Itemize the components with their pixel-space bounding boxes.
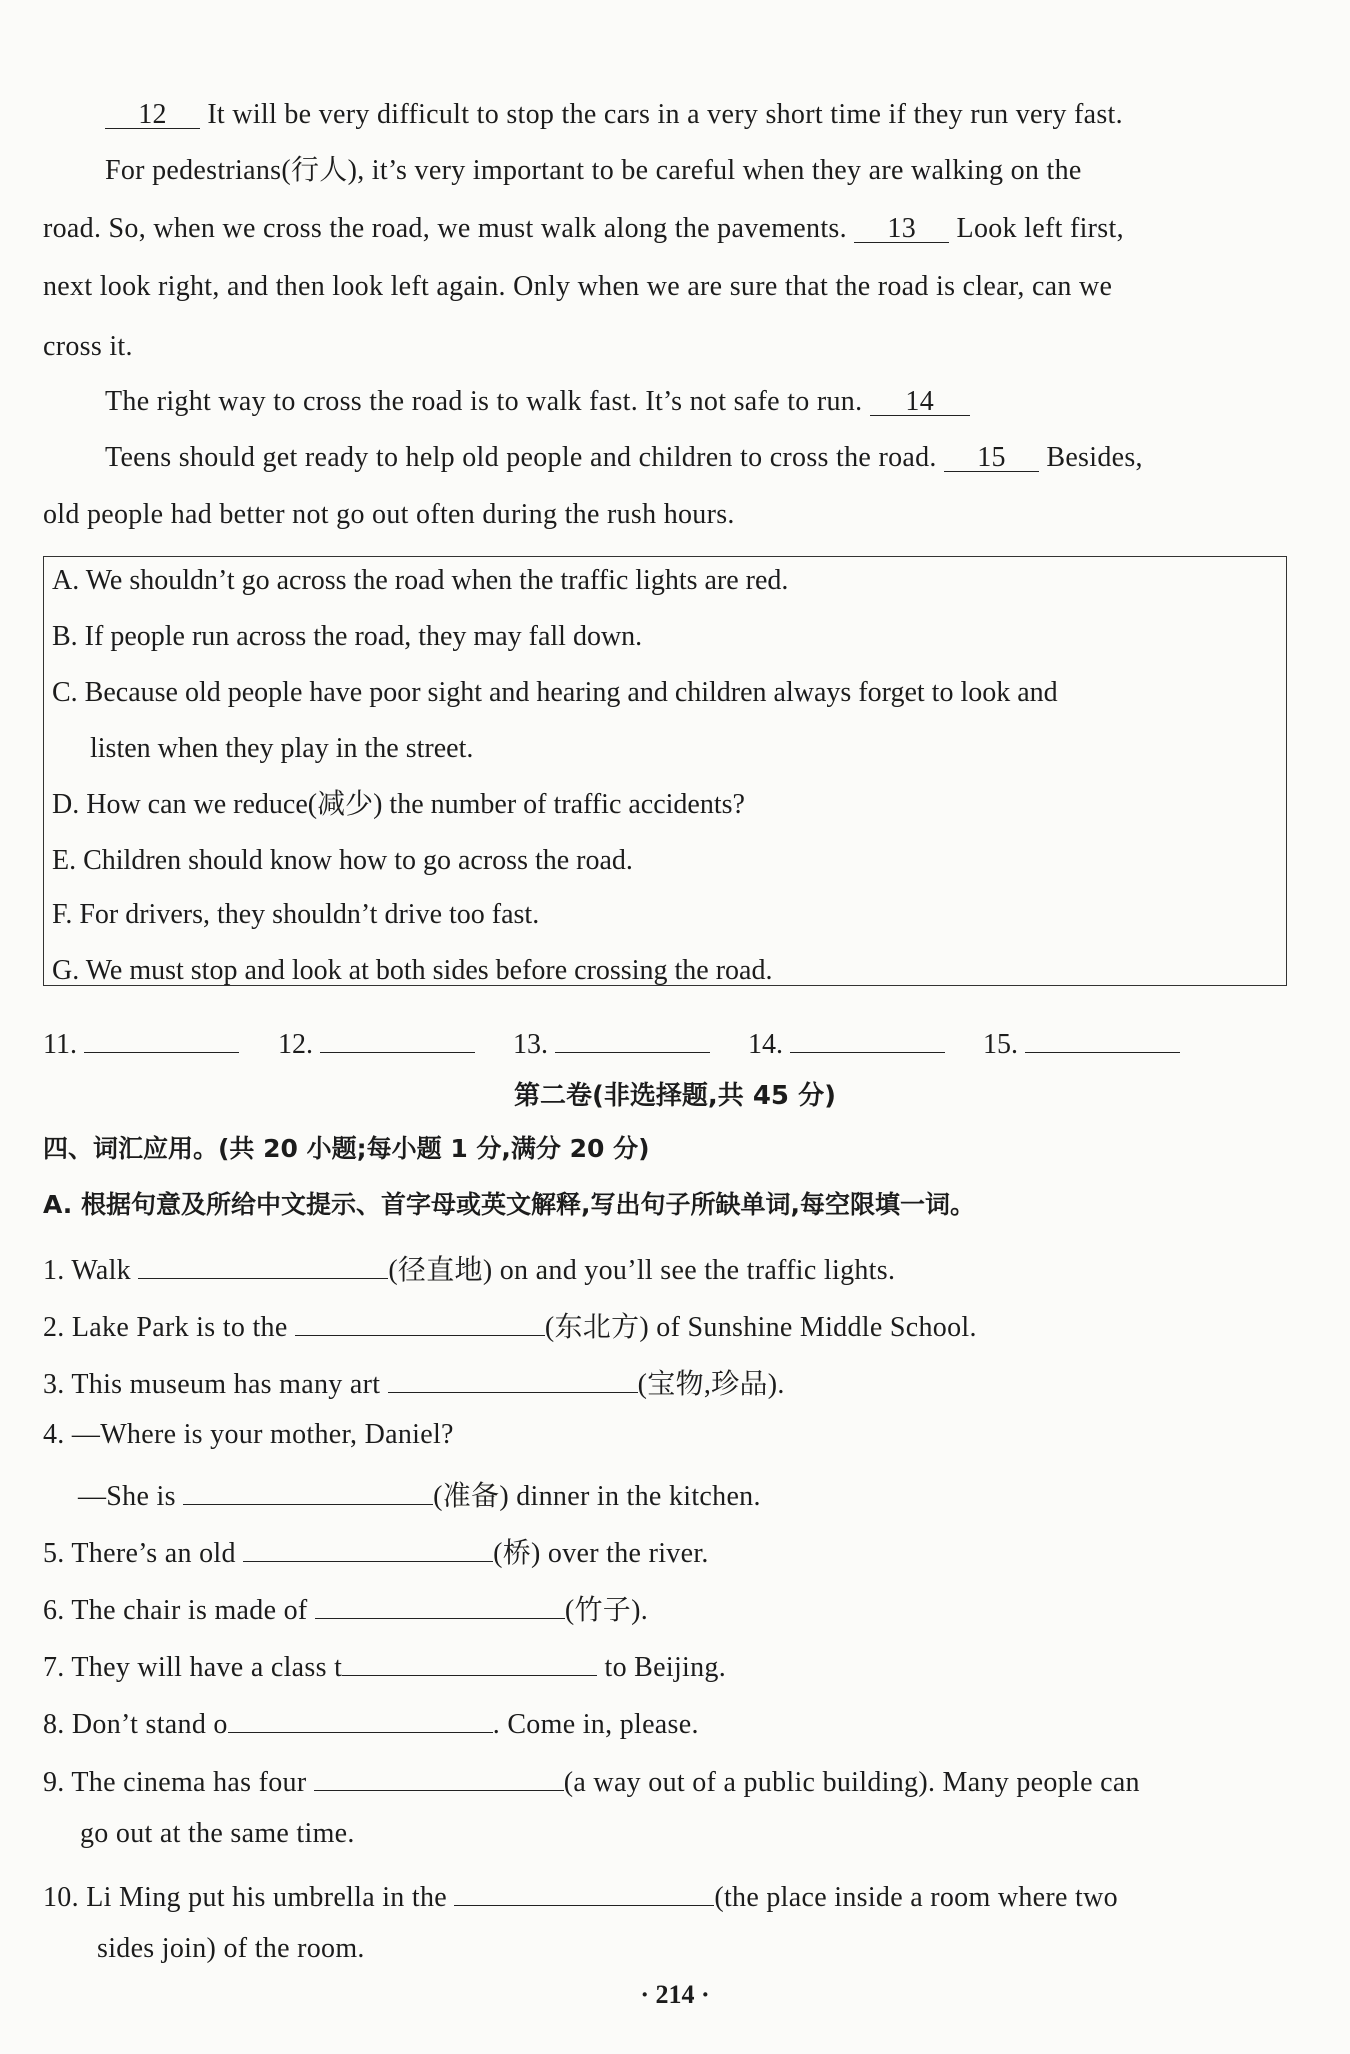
passage-line-2: For pedestrians(行人), it’s very important to be careful when they are walking on the bbox=[105, 155, 1082, 186]
vocab-q8: 8. Don’t stand o . Come in, please. bbox=[43, 1702, 1293, 1742]
option-e: E. Children should know how to go across the road. bbox=[52, 845, 633, 876]
option-c-line2: listen when they play in the street. bbox=[90, 733, 474, 764]
option-g: G. We must stop and look at both sides before crossing the road. bbox=[52, 955, 773, 986]
vocab-q6: 6. The chair is made of (竹子). bbox=[43, 1588, 1293, 1628]
option-d: D. How can we reduce(减少) the number of traffic accidents? bbox=[52, 789, 745, 820]
vocab-blank-2[interactable] bbox=[295, 1305, 545, 1336]
vocab-blank-9[interactable] bbox=[314, 1760, 564, 1791]
answer-blank[interactable] bbox=[555, 1022, 710, 1053]
vocab-blank-1[interactable] bbox=[138, 1248, 388, 1279]
blank-13[interactable]: 13 bbox=[854, 212, 949, 243]
part-a-heading: A. 根据句意及所给中文提示、首字母或英文解释,写出句子所缺单词,每空限填一词。 bbox=[43, 1190, 976, 1219]
vocab-q10-cont: sides join) of the room. bbox=[97, 1933, 365, 1964]
vocab-q3: 3. This museum has many art (宝物,珍品). bbox=[43, 1362, 1293, 1402]
passage-text: It will be very difficult to stop the cars in a very short time if they run very fast. bbox=[207, 99, 1123, 130]
passage-line-4: next look right, and then look left again. Only when we are sure that the road is clear, can we bbox=[43, 271, 1113, 302]
answer-12: 12. bbox=[278, 1022, 475, 1061]
passage-line-1 bbox=[43, 98, 1293, 132]
passage-line-3 bbox=[43, 212, 1293, 246]
answer-blank[interactable] bbox=[790, 1022, 945, 1053]
page-number: · 214 · bbox=[640, 1980, 710, 2009]
passage-text: Teens should get ready to help old people and children to cross the road. bbox=[105, 442, 937, 473]
answer-blank[interactable] bbox=[1025, 1022, 1180, 1053]
vocab-blank-8[interactable] bbox=[228, 1702, 493, 1733]
option-a: A. We shouldn’t go across the road when the traffic lights are red. bbox=[52, 565, 789, 596]
section-title: 第二卷(非选择题,共 45 分) bbox=[514, 1081, 836, 1111]
answer-13: 13. bbox=[513, 1022, 710, 1061]
passage-text: The right way to cross the road is to walk fast. It’s not safe to run. bbox=[105, 386, 863, 417]
answer-11: 11. bbox=[43, 1022, 239, 1061]
vocab-q4-question: 4. —Where is your mother, Daniel? bbox=[43, 1419, 454, 1450]
vocab-blank-3[interactable] bbox=[388, 1362, 638, 1393]
vocab-q7: 7. They will have a class t to Beijing. bbox=[43, 1645, 1293, 1685]
vocab-q2: 2. Lake Park is to the (东北方) of Sunshine Middle School. bbox=[43, 1305, 1293, 1345]
passage-line-6 bbox=[105, 385, 1350, 419]
vocab-blank-4[interactable] bbox=[183, 1474, 433, 1505]
vocab-q10: 10. Li Ming put his umbrella in the (the place inside a room where two bbox=[43, 1875, 1293, 1915]
vocab-blank-7[interactable] bbox=[342, 1645, 597, 1676]
vocab-q9: 9. The cinema has four (a way out of a public building). Many people can bbox=[43, 1760, 1293, 1800]
option-c-line1: C. Because old people have poor sight and hearing and children always forget to look and bbox=[52, 677, 1058, 708]
blank-12[interactable]: 12 bbox=[105, 98, 200, 129]
blank-14[interactable]: 14 bbox=[870, 385, 970, 416]
passage-text: Look left first, bbox=[956, 213, 1124, 244]
passage-line-7 bbox=[105, 441, 1350, 475]
vocab-blank-10[interactable] bbox=[454, 1875, 714, 1906]
vocab-q9-cont: go out at the same time. bbox=[80, 1818, 355, 1849]
option-b: B. If people run across the road, they may fall down. bbox=[52, 621, 643, 652]
option-f: F. For drivers, they shouldn’t drive too fast. bbox=[52, 899, 540, 930]
vocab-q5: 5. There’s an old (桥) over the river. bbox=[43, 1531, 1293, 1571]
answer-blank[interactable] bbox=[320, 1022, 475, 1053]
passage-line-8: old people had better not go out often during the rush hours. bbox=[43, 499, 735, 530]
passage-text: Besides, bbox=[1046, 442, 1143, 473]
part-four-heading: 四、词汇应用。(共 20 小题;每小题 1 分,满分 20 分) bbox=[43, 1134, 650, 1163]
passage-text: road. So, when we cross the road, we must walk along the pavements. bbox=[43, 213, 847, 244]
blank-15[interactable]: 15 bbox=[944, 441, 1039, 472]
vocab-q1: 1. Walk (径直地) on and you’ll see the traffic lights. bbox=[43, 1248, 1293, 1288]
passage-line-5: cross it. bbox=[43, 331, 133, 362]
answer-15: 15. bbox=[983, 1022, 1180, 1061]
answer-14: 14. bbox=[748, 1022, 945, 1061]
vocab-blank-5[interactable] bbox=[243, 1531, 493, 1562]
answer-blank[interactable] bbox=[84, 1022, 239, 1053]
vocab-q4-answer: —She is (准备) dinner in the kitchen. bbox=[78, 1474, 1328, 1514]
vocab-blank-6[interactable] bbox=[315, 1588, 565, 1619]
